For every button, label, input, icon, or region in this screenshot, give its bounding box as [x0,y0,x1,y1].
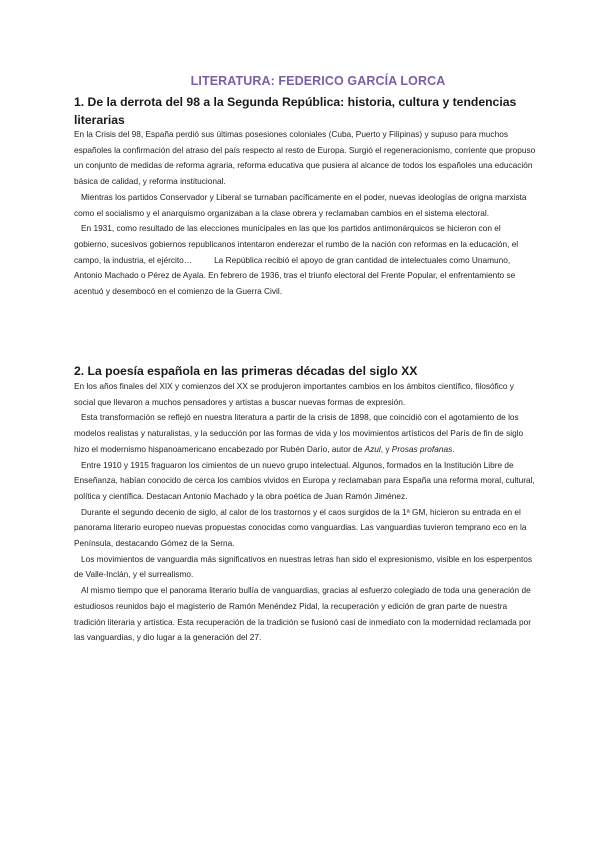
document-title: LITERATURA: FEDERICO GARCÍA LORCA [190,74,446,88]
paragraph-text: Esta transformación se reflejó en nuestra literatura a partir de la crisis de 1898, que coincidió con el agotamiento de los modelos realistas y naturalistas, y la seducción por las formas de vida y los movimientos artísticos del París de fin de siglo hizo el modernismo hispanoamericano encabezado por Rubén Darío, autor de [74,412,524,454]
paragraph-text: En 1931, como resultado de las elecciones municipales en las que los partidos antimonárquicos se hicieron con el gobierno, sucesivos gobiernos republicanos intentaron enderezar el rumbo de la nación con reformas en la educación, el campo, la industria, el ejército… [74,223,519,265]
paragraph: Entre 1910 y 1915 fraguaron los cimientos de un nuevo grupo intelectual. Algunos, formados en la Institución Libre de Enseñanza, habían conocido de cerca los cambios vividos en Europa y reclamaban para España una reforma moral, cultural, política y científica. Destacan Antonio Machado y la obra poética de Juan Ramón Jiménez. [74,459,535,501]
conjunction: , y [380,443,390,454]
paragraph: Los movimientos de vanguardia más significativos en nuestras letras han sido el expresionismo, visible en los esperpentos de Valle-Inclán, y el surrealismo. [74,553,533,580]
paragraph: Al mismo tiempo que el panorama literario bullía de vanguardias, gracias al esfuerzo colegiado de toda una generación de estudiosos reunidos bajo el magisterio de Ramón Menéndez Pidal, la recuperación y edición de gran parte de nuestra tradición literaria y artística. Esta recuperación de la tradición se fusionó casi de inmediato con la modernidad reclamada por las vanguardias, y dio lugar a la generación del 27. [74,585,532,643]
section2-body [74,379,536,646]
section2-heading: 2. La poesía española en las primeras décadas del siglo XX [74,364,418,378]
section1-body [74,127,536,300]
paragraph: En los años finales del XIX y comienzos del XX se produjeron importantes cambios en los ámbitos científico, filosófico y social que llevaron a muchos pensadores y artistas a buscar nuevas formas de expresión. [74,381,514,407]
period: . [452,443,455,454]
paragraph: Mientras los partidos Conservador y Liberal se turnaban pacíficamente en el poder, nuevas ideologías de origna marxista como el socialismo y el anarquismo organizaban a la clase obrera y reclamaban cambios en el sistema electoral. [74,191,527,218]
work-title-azul: Azul [364,443,381,454]
paragraph [74,221,536,300]
paragraph: Durante el segundo decenio de siglo, al calor de los trastornos y el caos surgidos de la 1ª GM, hicieron su entrada en el panorama literario europeo nuevas propuestas conocidas como vanguardias. Las vanguardias tuvieron temprano eco en la Península, destacando Gómez de la Serna. [74,506,527,549]
paragraph [74,410,536,457]
paragraph-text: La República recibió el apoyo de gran cantidad de intelectuales como Unamuno, Antonio Machado o Pérez de Ayala. En febrero de 1936, tras el triunfo electoral del Frente Popular, el enfrentamiento se acentuó y desembocó en el comienzo de la Guerra Civil. [74,254,516,297]
section1-heading: 1. De la derrota del 98 a la Segunda República: historia, cultura y tendencias literarias [74,95,517,127]
work-title-prosas-profanas: Prosas profanas [391,443,453,454]
paragraph: En la Crisis del 98, España perdió sus últimas posesiones coloniales (Cuba, Puerto y Filipinas) y supuso para muchos españoles la confirmación del atraso del país respecto al resto de Europa. Surgió el regeneracionismo, corriente que propuso un conjunto de medidas de reforma agraria, reforma educativa que pusiera al alcance de todos los españoles una educación básica de calidad, y reforma institucional. [74,129,536,187]
